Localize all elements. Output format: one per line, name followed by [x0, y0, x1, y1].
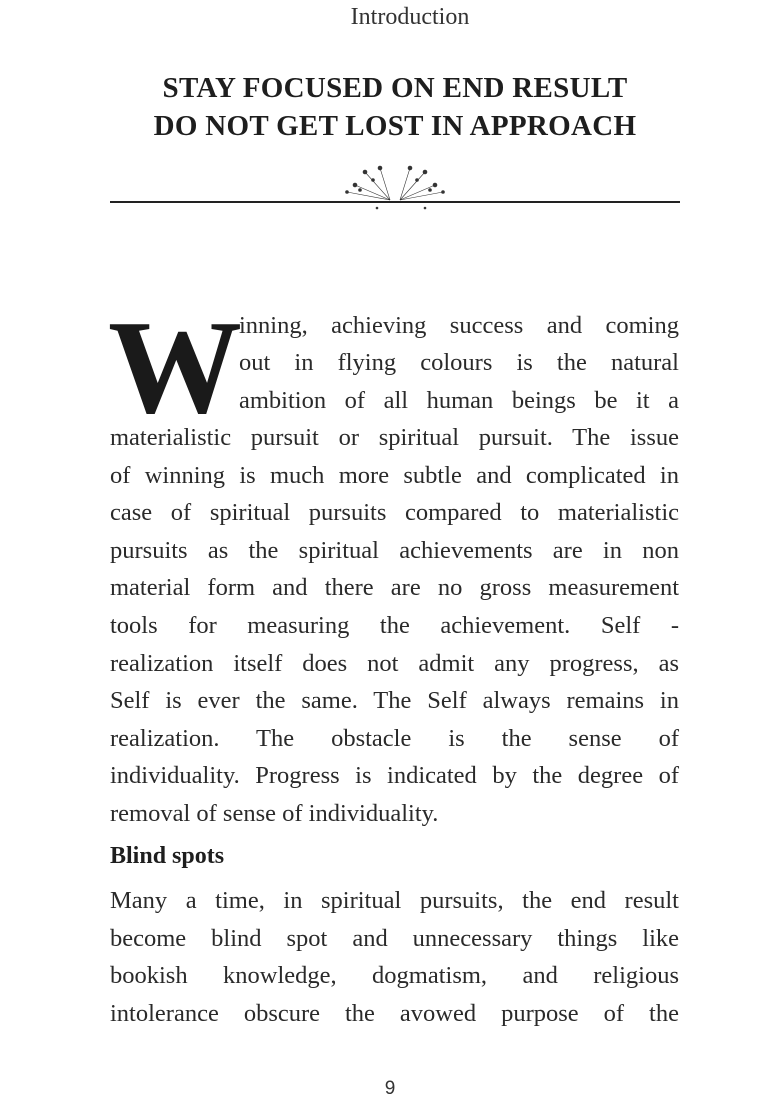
text-line: individuality. Progress is indicated by the degree of	[110, 762, 679, 789]
text-line: bookish knowledge, dogmatism, and religious	[110, 962, 679, 989]
text-line: Many a time, in spiritual pursuits, the end result	[110, 887, 679, 914]
chapter-title-line-2: DO NOT GET LOST IN APPROACH	[153, 110, 637, 142]
text-line: removal of sense of individuality.	[110, 800, 439, 827]
title-divider	[110, 201, 680, 203]
chapter-title-line-1: STAY FOCUSED ON END RESULT	[162, 72, 628, 104]
text-line: case of spiritual pursuits compared to materialistic	[110, 499, 679, 526]
section-heading: Blind spots	[110, 843, 225, 869]
running-header: Introduction	[350, 4, 470, 30]
drop-cap: W	[108, 293, 242, 441]
text-line: tools for measuring the achievement. Self -	[110, 612, 679, 639]
text-line: out in flying colours is the natural	[239, 349, 679, 376]
text-line: realization itself does not admit any progress, as	[110, 650, 679, 677]
text-line: realization. The obstacle is the sense of	[110, 725, 679, 752]
text-line: ambition of all human beings be it a	[239, 387, 679, 414]
text-line: pursuits as the spiritual achievements are in non	[110, 537, 679, 564]
text-line: intolerance obscure the avowed purpose of the	[110, 1000, 679, 1027]
text-line: Self is ever the same. The Self always remains in	[110, 687, 679, 714]
text-line: inning, achieving success and coming	[239, 312, 679, 339]
text-line: of winning is much more subtle and complicated in	[110, 462, 679, 489]
text-line: material form and there are no gross measurement	[110, 574, 679, 601]
page-number: 9	[384, 1078, 396, 1099]
text-line: become blind spot and unnecessary things like	[110, 925, 679, 952]
text-line: materialistic pursuit or spiritual pursuit. The issue	[110, 424, 679, 451]
